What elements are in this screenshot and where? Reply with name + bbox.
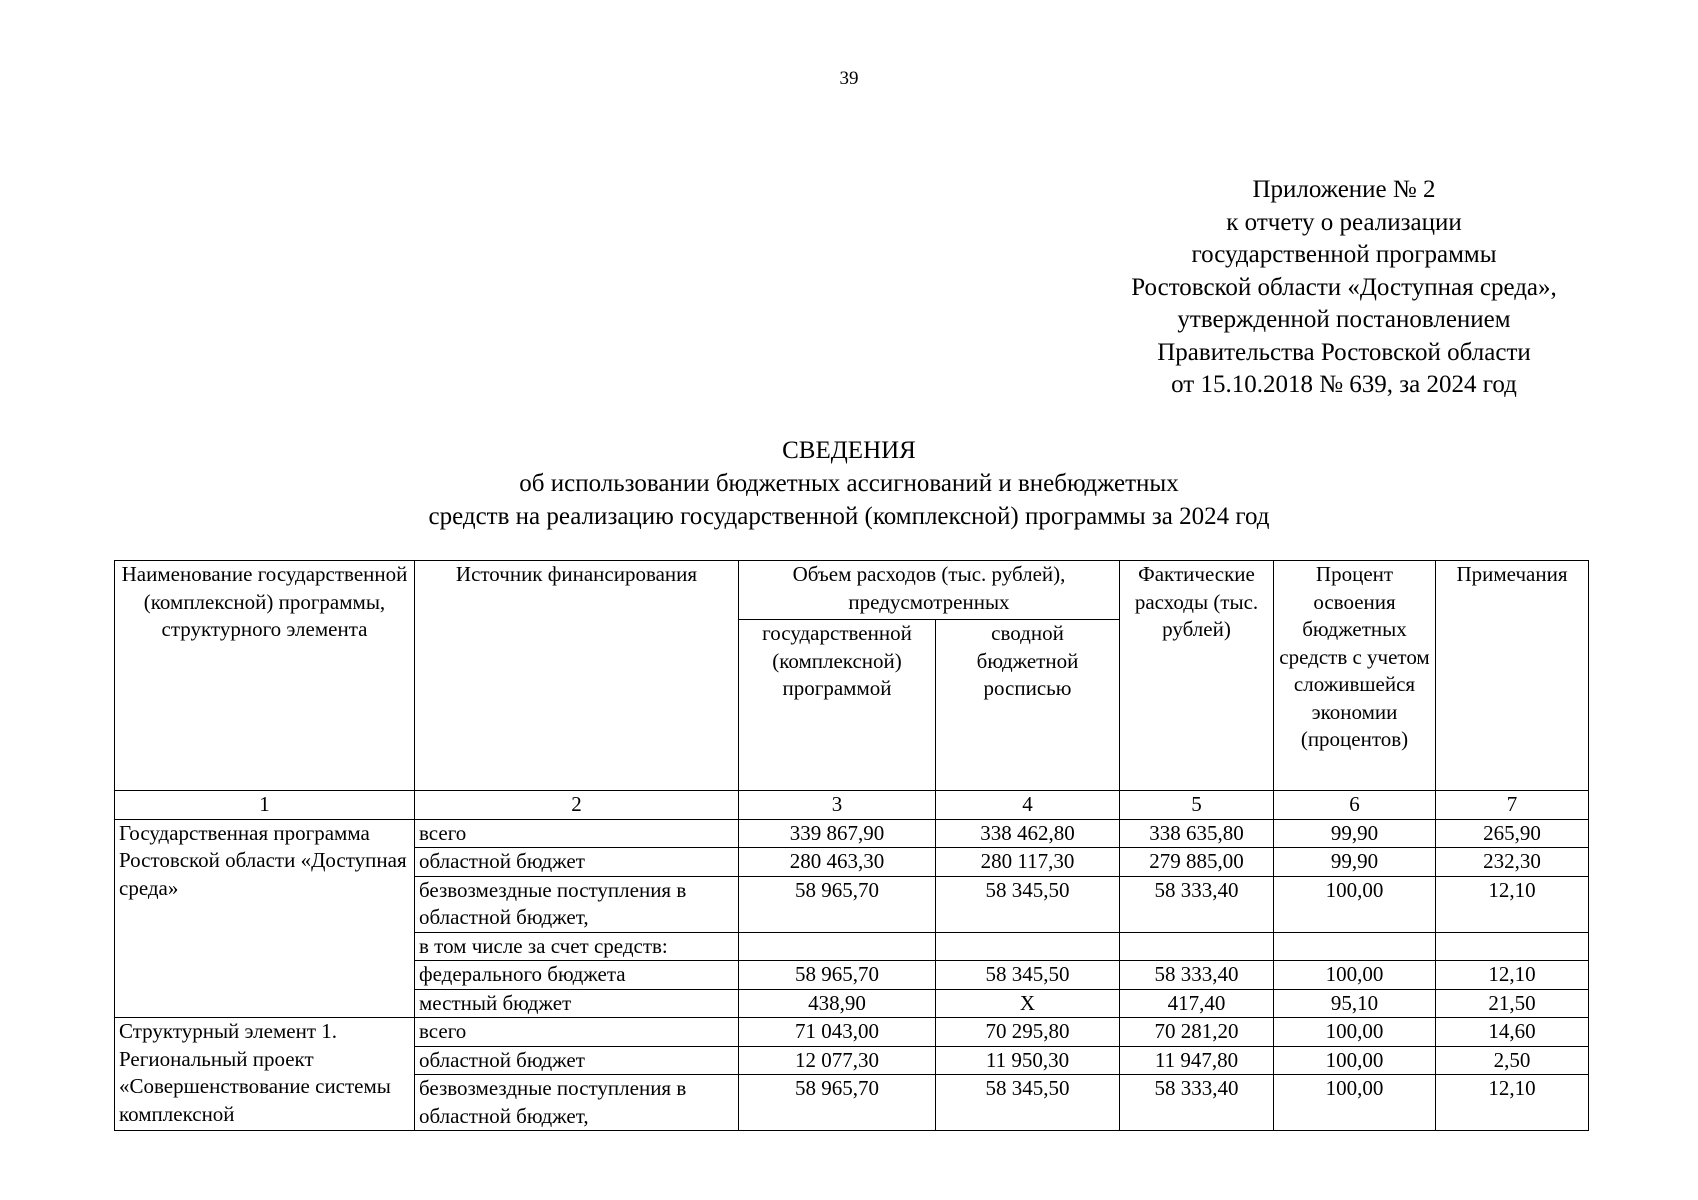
note-value: 12,10 bbox=[1436, 876, 1589, 932]
actual-value: 338 635,80 bbox=[1120, 819, 1274, 848]
expenditure-table bbox=[114, 560, 1589, 1131]
appendix-line: Правительства Ростовской области bbox=[1157, 338, 1531, 366]
program-name: Государственная программа Ростовской области «Доступная среда» bbox=[115, 819, 415, 1018]
column-number-row bbox=[115, 791, 1589, 820]
note-value: 14,60 bbox=[1436, 1018, 1589, 1047]
percent-value: 100,00 bbox=[1274, 1075, 1436, 1131]
budget-value: 280 117,30 bbox=[936, 848, 1120, 877]
program-value: 71 043,00 bbox=[739, 1018, 936, 1047]
header-notes: Примечания bbox=[1436, 561, 1589, 791]
percent-value bbox=[1274, 932, 1436, 961]
source-cell: безвозмездные поступления в областной бюджет, bbox=[415, 1075, 739, 1131]
source-cell: местный бюджет bbox=[415, 989, 739, 1018]
budget-value bbox=[936, 932, 1120, 961]
title-subline: средств на реализацию государственной (комплексной) программы за 2024 год bbox=[428, 503, 1270, 530]
actual-value: 58 333,40 bbox=[1120, 876, 1274, 932]
source-cell: областной бюджет bbox=[415, 848, 739, 877]
header-name: Наименование государственной (комплексной) программы, структурного элемента bbox=[115, 561, 415, 791]
program-value: 280 463,30 bbox=[739, 848, 936, 877]
budget-value: 58 345,50 bbox=[936, 961, 1120, 990]
actual-value: 58 333,40 bbox=[1120, 961, 1274, 990]
actual-value: 70 281,20 bbox=[1120, 1018, 1274, 1047]
budget-value: 58 345,50 bbox=[936, 876, 1120, 932]
actual-value bbox=[1120, 932, 1274, 961]
program-value: 58 965,70 bbox=[739, 876, 936, 932]
percent-value: 100,00 bbox=[1274, 1018, 1436, 1047]
header-percent: Процент освоения бюджетных средств с учетом сложившейся экономии (процентов) bbox=[1274, 561, 1436, 791]
actual-value: 11 947,80 bbox=[1120, 1046, 1274, 1075]
budget-value: Х bbox=[936, 989, 1120, 1018]
budget-value: 338 462,80 bbox=[936, 819, 1120, 848]
note-value: 232,30 bbox=[1436, 848, 1589, 877]
table-row bbox=[115, 819, 1589, 848]
note-value: 265,90 bbox=[1436, 819, 1589, 848]
budget-value: 11 950,30 bbox=[936, 1046, 1120, 1075]
appendix-line: Ростовской области «Доступная среда», bbox=[1131, 273, 1557, 301]
title-heading: СВЕДЕНИЯ bbox=[782, 437, 916, 464]
column-number: 3 bbox=[739, 791, 936, 820]
appendix-block bbox=[1000, 174, 1688, 402]
header-volume-budget: сводной бюджетной росписью bbox=[936, 620, 1120, 791]
percent-value: 100,00 bbox=[1274, 961, 1436, 990]
percent-value: 99,90 bbox=[1274, 848, 1436, 877]
column-number: 5 bbox=[1120, 791, 1274, 820]
header-source: Источник финансирования bbox=[415, 561, 739, 791]
actual-value: 58 333,40 bbox=[1120, 1075, 1274, 1131]
page-number: 39 bbox=[839, 68, 859, 89]
actual-value: 417,40 bbox=[1120, 989, 1274, 1018]
percent-value: 100,00 bbox=[1274, 876, 1436, 932]
budget-value: 58 345,50 bbox=[936, 1075, 1120, 1131]
source-cell: безвозмездные поступления в областной бюджет, bbox=[415, 876, 739, 932]
source-cell: всего bbox=[415, 1018, 739, 1047]
note-value: 21,50 bbox=[1436, 989, 1589, 1018]
note-value: 12,10 bbox=[1436, 961, 1589, 990]
table-row bbox=[115, 1018, 1589, 1047]
structural-element-name: Структурный элемент 1. Региональный проект «Совершенствование системы комплексной bbox=[115, 1018, 415, 1131]
program-value: 438,90 bbox=[739, 989, 936, 1018]
appendix-line: к отчету о реализации bbox=[1226, 208, 1462, 236]
column-number: 2 bbox=[415, 791, 739, 820]
appendix-line: государственной программы bbox=[1191, 241, 1497, 268]
program-value: 12 077,30 bbox=[739, 1046, 936, 1075]
source-cell: областной бюджет bbox=[415, 1046, 739, 1075]
source-cell: федерального бюджета bbox=[415, 961, 739, 990]
appendix-line: от 15.10.2018 № 639, за 2024 год bbox=[1171, 371, 1517, 398]
note-value: 2,50 bbox=[1436, 1046, 1589, 1075]
column-number: 1 bbox=[115, 791, 415, 820]
header-volume-program: государственной (комплексной) программой bbox=[739, 620, 936, 791]
column-number: 6 bbox=[1274, 791, 1436, 820]
program-value bbox=[739, 932, 936, 961]
budget-value: 70 295,80 bbox=[936, 1018, 1120, 1047]
column-number: 4 bbox=[936, 791, 1120, 820]
percent-value: 95,10 bbox=[1274, 989, 1436, 1018]
header-actual: Фактические расходы (тыс. рублей) bbox=[1120, 561, 1274, 791]
header-volume: Объем расходов (тыс. рублей), предусмотренных bbox=[739, 561, 1120, 620]
actual-value: 279 885,00 bbox=[1120, 848, 1274, 877]
column-number: 7 bbox=[1436, 791, 1589, 820]
appendix-line: утвержденной постановлением bbox=[1177, 306, 1511, 333]
program-value: 58 965,70 bbox=[739, 1075, 936, 1131]
percent-value: 99,90 bbox=[1274, 819, 1436, 848]
program-value: 339 867,90 bbox=[739, 819, 936, 848]
source-cell: всего bbox=[415, 819, 739, 848]
note-value bbox=[1436, 932, 1589, 961]
document-title bbox=[0, 434, 1698, 533]
source-cell: в том числе за счет средств: bbox=[415, 932, 739, 961]
appendix-line: Приложение № 2 bbox=[1252, 176, 1436, 203]
program-value: 58 965,70 bbox=[739, 961, 936, 990]
note-value: 12,10 bbox=[1436, 1075, 1589, 1131]
title-subline: об использовании бюджетных ассигнований и внебюджетных bbox=[519, 470, 1179, 497]
percent-value: 100,00 bbox=[1274, 1046, 1436, 1075]
